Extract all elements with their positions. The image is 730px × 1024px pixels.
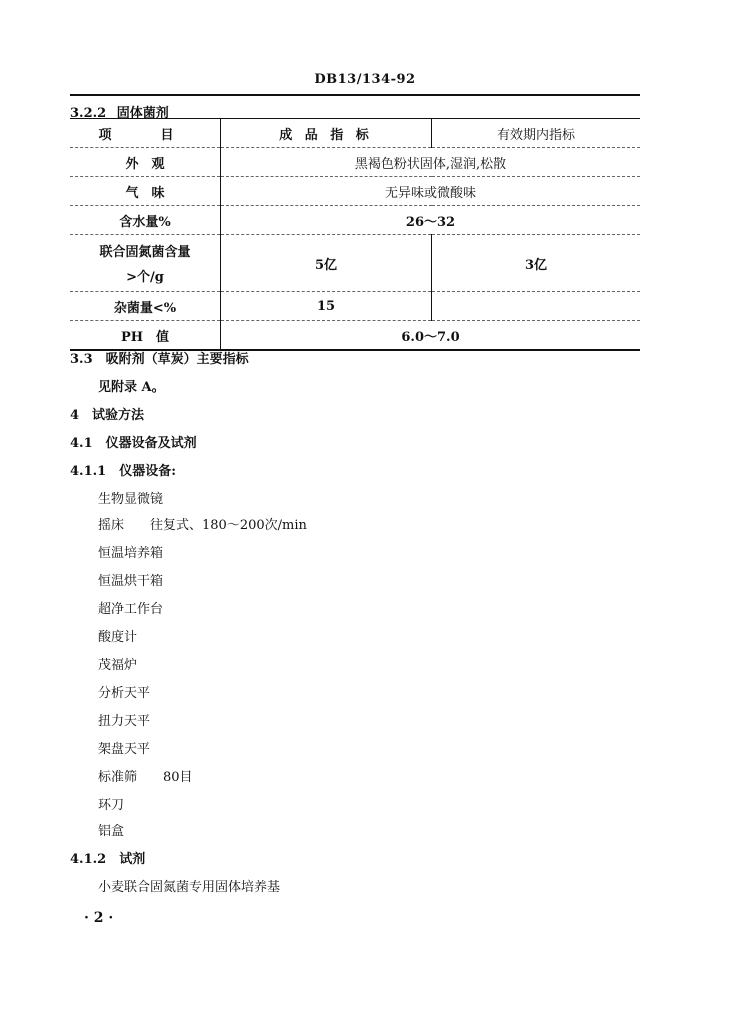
header-product-index: 成 品 指 标 (221, 119, 432, 148)
table-row (70, 148, 640, 177)
row-label-contaminants: 杂菌量<% (70, 292, 221, 321)
equipment-item: 生物显微镜 (98, 492, 164, 507)
equipment-item: 酸度计 (98, 630, 138, 645)
row-value-moisture: 26～32 (405, 214, 456, 230)
row-value-contaminants-validity (432, 292, 641, 321)
row-value-odor: 无异味或微酸味 (384, 185, 476, 201)
row-label-ph: PH 值 (70, 321, 221, 351)
table-row (70, 235, 640, 292)
equipment-item: 标准筛 80目 (98, 770, 193, 785)
row-value-ph: 6.0～7.0 (401, 329, 460, 345)
section-4-1-1-heading: 4.1.1 仪器设备: (70, 464, 176, 479)
row-value-appearance: 黑褐色粉状固体,湿润,松散 (354, 156, 507, 172)
reagent-item: 小麦联合固氮菌专用固体培养基 (98, 880, 281, 895)
equipment-item: 恒温烘干箱 (98, 574, 164, 589)
header-item: 项 目 (70, 119, 221, 148)
row-label-odor: 气 味 (70, 177, 221, 206)
row-value-validity: 3亿 (524, 257, 548, 273)
table-row (70, 321, 640, 351)
solid-inoculant-spec-table (70, 118, 640, 351)
table-row (70, 177, 640, 206)
equipment-item: 摇床 往复式、180～200次/min (98, 518, 307, 533)
equipment-item: 扭力天平 (98, 714, 151, 729)
section-4-heading: 4 试验方法 (70, 408, 145, 423)
section-4-1-heading: 4.1 仪器设备及试剂 (70, 436, 197, 451)
page-number: · 2 · (84, 910, 114, 926)
equipment-item: 环刀 (98, 798, 125, 813)
equipment-item: 架盘天平 (98, 742, 151, 757)
section-number: 3.2.2 (70, 106, 107, 121)
row-label-line1: 联合固氮菌含量 (99, 245, 191, 260)
row-label-moisture: 含水量% (70, 206, 221, 235)
row-value-contaminants: 15 (221, 292, 432, 321)
equipment-item: 恒温培养箱 (98, 546, 164, 561)
table-row (70, 206, 640, 235)
section-title: 固体菌剂 (116, 106, 169, 121)
table-row (70, 292, 640, 321)
section-3-3-heading: 3.3 吸附剂（草炭）主要指标 (70, 352, 249, 367)
equipment-item: 茂福炉 (98, 658, 138, 673)
row-label-nitrogen-bacteria (70, 235, 221, 292)
row-value-product: 5亿 (221, 235, 432, 292)
header-rule (70, 94, 640, 96)
header-validity-index: 有效期内指标 (496, 127, 575, 143)
equipment-item: 超净工作台 (98, 602, 164, 617)
section-4-1-2-heading: 4.1.2 试剂 (70, 852, 146, 867)
table-header-row (70, 119, 640, 148)
equipment-item: 铝盒 (98, 824, 125, 839)
section-3-3-text: 见附录 A。 (98, 380, 165, 395)
row-label-appearance: 外 观 (70, 148, 221, 177)
row-label-line2: >个/g (126, 270, 164, 285)
document-code: DB13/134-92 (314, 72, 416, 87)
equipment-item: 分析天平 (98, 686, 151, 701)
